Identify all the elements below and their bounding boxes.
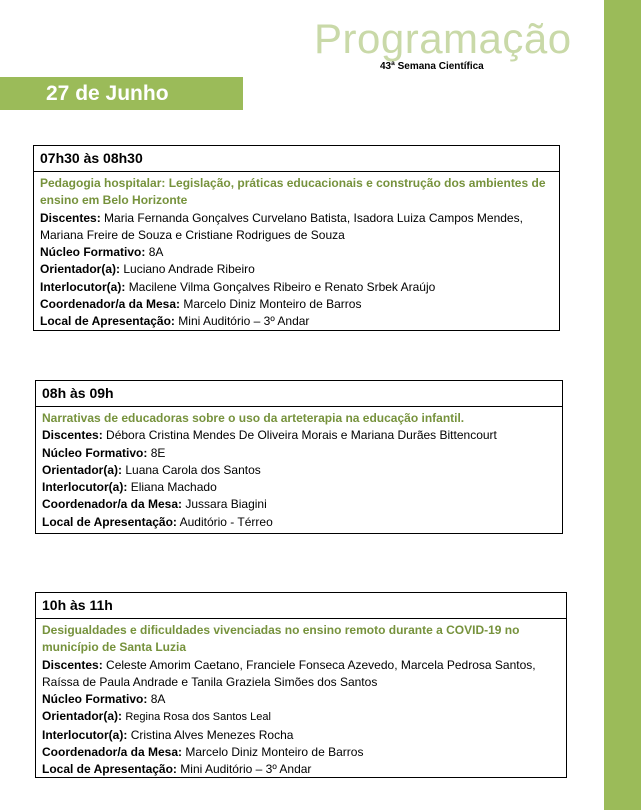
- local-value: Mini Auditório – 3º Andar: [180, 762, 312, 777]
- local-row: [42, 514, 556, 531]
- session-title: Desigualdades e dificuldades vivenciadas no ensino remoto durante a COVID-19 no município de Santa Luzia: [42, 623, 520, 655]
- discentes-value: Maria Fernanda Gonçalves Curvelano Batista, Isadora Luiza Campos Mendes, Mariana Freire de Souza e Cristiane Rodrigues de Souza: [40, 210, 523, 242]
- date-label: 27 de Junho: [46, 82, 169, 105]
- session-time: 08h às 09h: [36, 381, 562, 407]
- session-title: Pedagogia hospitalar: Legislação, práticas educacionais e construção dos ambientes de ensino em Belo Horizonte: [40, 176, 546, 208]
- coordenador-row: [42, 744, 560, 761]
- interlocutor-row: [42, 727, 560, 744]
- discentes-label: Discentes:: [40, 210, 101, 225]
- orientador-label: Orientador(a):: [40, 262, 121, 277]
- coordenador-value: Jussara Biagini: [185, 497, 267, 512]
- orientador-value: Regina Rosa dos Santos Leal: [125, 711, 271, 724]
- nucleo-row: [40, 244, 553, 261]
- orientador-value: Luana Carola dos Santos: [125, 462, 261, 477]
- session-time: 10h às 11h: [36, 593, 566, 619]
- session-time: 07h30 às 08h30: [34, 146, 559, 172]
- discentes-row: [42, 427, 556, 444]
- nucleo-label: Núcleo Formativo:: [40, 245, 146, 260]
- interlocutor-label: Interlocutor(a):: [42, 480, 128, 495]
- nucleo-value: 8A: [150, 692, 166, 707]
- nucleo-row: [42, 445, 556, 462]
- nucleo-label: Núcleo Formativo:: [42, 692, 148, 707]
- orientador-label: Orientador(a):: [42, 709, 123, 724]
- page-title: Programação: [314, 15, 572, 62]
- nucleo-value: 8E: [150, 445, 166, 460]
- interlocutor-value: Eliana Machado: [130, 480, 217, 495]
- discentes-row: [40, 210, 553, 245]
- interlocutor-value: Cristina Alves Menezes Rocha: [130, 727, 294, 742]
- interlocutor-value: Macilene Vilma Gonçalves Ribeiro e Renato Srbek Araújo: [128, 279, 436, 294]
- local-label: Local de Apresentação:: [40, 314, 175, 329]
- nucleo-value: 8A: [148, 245, 164, 260]
- orientador-label: Orientador(a):: [42, 462, 123, 477]
- orientador-row: [40, 261, 553, 278]
- side-accent-bar: [604, 0, 641, 810]
- discentes-label: Discentes:: [42, 657, 103, 672]
- discentes-row: [42, 657, 560, 692]
- session-title: Narrativas de educadoras sobre o uso da arteterapia na educação infantil.: [42, 411, 465, 425]
- session-card: [33, 145, 560, 331]
- coordenador-row: [40, 296, 553, 313]
- coordenador-value: Marcelo Diniz Monteiro de Barros: [183, 297, 362, 312]
- local-label: Local de Apresentação:: [42, 514, 177, 529]
- discentes-value: Débora Cristina Mendes De Oliveira Morais e Mariana Durães Bittencourt: [106, 428, 497, 443]
- local-row: [42, 761, 560, 778]
- page-subtitle: 43ª Semana Científica: [380, 61, 484, 72]
- nucleo-row: [42, 691, 560, 708]
- local-value: Auditório - Térreo: [179, 514, 273, 529]
- orientador-row: [42, 708, 560, 726]
- session-card: [35, 380, 563, 534]
- interlocutor-label: Interlocutor(a):: [42, 727, 128, 742]
- local-label: Local de Apresentação:: [42, 762, 177, 777]
- nucleo-label: Núcleo Formativo:: [42, 445, 148, 460]
- discentes-value: Celeste Amorim Caetano, Franciele Fonseca Azevedo, Marcela Pedrosa Santos, Raíssa de Paula Andrade e Tanila Graziela Simões dos Santos: [42, 657, 536, 689]
- coordenador-value: Marcelo Diniz Monteiro de Barros: [185, 745, 364, 760]
- session-card: [35, 592, 567, 778]
- interlocutor-row: [42, 479, 556, 496]
- local-row: [40, 313, 553, 330]
- coordenador-label: Coordenador/a da Mesa:: [42, 745, 183, 760]
- orientador-value: Luciano Andrade Ribeiro: [123, 262, 255, 277]
- local-value: Mini Auditório – 3º Andar: [178, 314, 310, 329]
- interlocutor-row: [40, 279, 553, 296]
- interlocutor-label: Interlocutor(a):: [40, 279, 126, 294]
- discentes-label: Discentes:: [42, 428, 103, 443]
- coordenador-label: Coordenador/a da Mesa:: [42, 497, 183, 512]
- coordenador-row: [42, 496, 556, 513]
- orientador-row: [42, 462, 556, 479]
- coordenador-label: Coordenador/a da Mesa:: [40, 297, 181, 312]
